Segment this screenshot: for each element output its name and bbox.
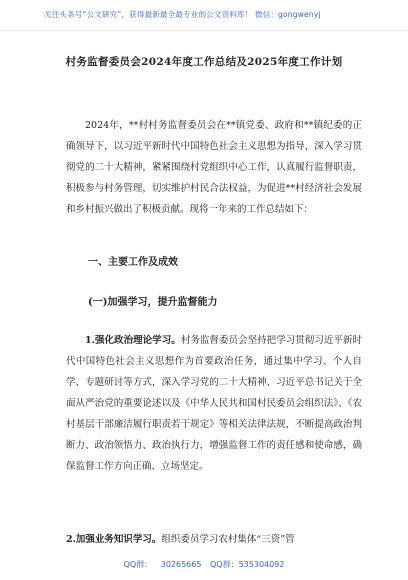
paragraph-body-business-study: 组织委员学习农村集体“三资”管 — [161, 534, 295, 545]
paragraph-business-study — [66, 529, 362, 550]
paragraph-body-political-study: 村务监督委员会坚持把学习贯彻习近平新时代中国特色社会主义思想作为首要政治任务，通过集中学习、个人自学、专题研讨等方式，深入学习党的二十大精神、习近平总书记关于全面从严治党的重要论述以及《中华人民共和国村民委员会组织法》、《农村基层干部廉洁履行职责若干规定》等相关法律法规，不断提高政治判断力、政治领悟力、政治执行力，增强监督工作的责任感和使命感，确保监督工作方向正确、立场坚定。 — [66, 335, 362, 472]
paragraph-lead-political-study: 1.强化政治理论学习。 — [85, 335, 181, 346]
paragraph-political-study — [66, 330, 362, 477]
paragraph-lead-business-study: 2.加强业务知识学习。 — [66, 534, 162, 545]
subsection-heading-study: (一)加强学习，提升监督能力 — [88, 297, 218, 308]
footer-qq-groups: QQ群： 30265665 QQ群：535304092 — [123, 560, 285, 569]
header-promo-text: 关注头条号“公文研究”，获得最新最全最专业的公文资料库！ 微信：gongwenyj — [44, 10, 321, 19]
header-banner — [0, 0, 408, 31]
document-title: 村务监督委员会2024年度工作总结及2025年度工作计划 — [65, 56, 343, 68]
intro-paragraph: 2024年，**村村务监督委员会在**镇党委、政府和**镇纪委的正确领导下，以习近平新时代中国特色社会主义思想为指导，深入学习贯彻党的二十大精神，紧紧围绕村党组织中心工作，认真履行监督职责，积极参与村务管理，切实维护村民合法权益，为促进**村经济社会发展和乡村振兴做出了积极贡献。现将一年来的工作总结如下： — [66, 120, 362, 215]
section-heading-main-work: 一、主要工作及成效 — [88, 257, 178, 268]
